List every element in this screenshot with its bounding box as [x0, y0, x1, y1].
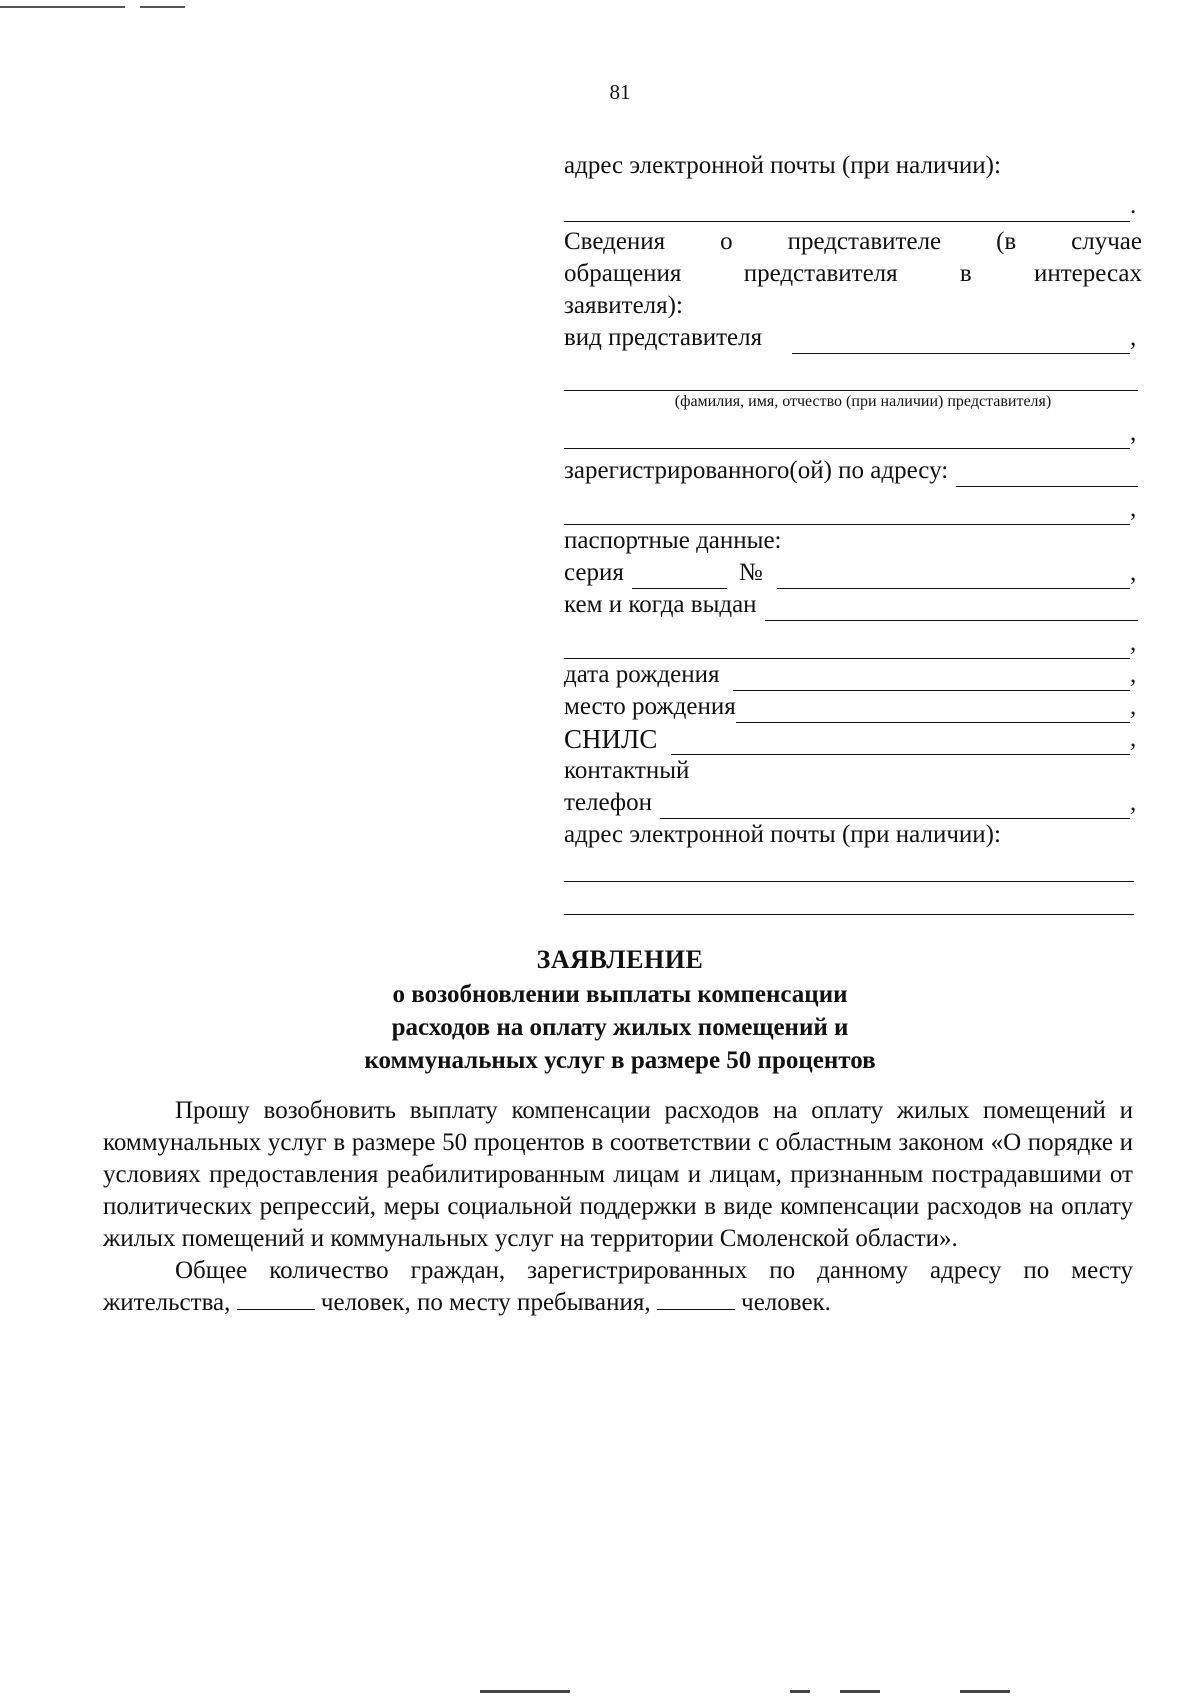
- form-fields-block: [564, 150, 1142, 915]
- passport-issued-cont-row: [564, 627, 1142, 659]
- statement-paragraph-2: [103, 1255, 1133, 1319]
- statement-title: ЗАЯВЛЕНИЕ: [536, 945, 704, 974]
- scan-artifact-line: [960, 1690, 1010, 1693]
- passport-issued-field-cont[interactable]: [564, 634, 1130, 659]
- phone-label-line-2: телефон: [564, 789, 652, 816]
- statement-body: [103, 1095, 1133, 1319]
- statement-title-block: [0, 942, 1200, 1077]
- passport-series-label: серия: [564, 559, 624, 586]
- phone-label-line-1: контактный: [564, 757, 690, 784]
- representative-type-row: [564, 322, 1142, 354]
- passport-number-label: №: [738, 559, 763, 586]
- comma-mark: ,: [1130, 629, 1137, 656]
- birth-date-row: [564, 659, 1142, 691]
- applicant-email-label: адрес электронной почты (при наличии):: [564, 152, 1001, 179]
- passport-series-field[interactable]: [632, 564, 727, 589]
- comma-mark: ,: [1130, 324, 1137, 351]
- comma-mark: ,: [1130, 725, 1137, 752]
- paragraph-2-part-3: человек.: [741, 1289, 831, 1316]
- statement-paragraph-1: Прошу возобновить выплату компенсации расходов на оплату жилых помещений и коммунальных услуг в размере 50 процентов в соответствии с областным законом «О порядке и условиях предоставления реабилитированным лицам и лицам, признанным пострадавшими от политических репрессий, меры социальной поддержки в виде компенсации расходов на оплату жилых помещений и коммунальных услуг на территории Смоленской области».: [103, 1097, 1133, 1252]
- representative-email-label: адрес электронной почты (при наличии):: [564, 821, 1001, 848]
- passport-label: паспортные данные:: [564, 527, 782, 554]
- representative-intro-line-3: заявителя):: [564, 292, 683, 319]
- comma-mark: ,: [1130, 495, 1137, 522]
- representative-intro-line-1: Сведения о представителе (в случае: [564, 228, 1142, 255]
- representative-type-field[interactable]: [792, 329, 1130, 354]
- statement-subtitle-1: о возобновлении выплаты компенсации: [392, 981, 848, 1008]
- registered-address-field[interactable]: [956, 462, 1138, 487]
- registered-address-cont-row: [564, 493, 1142, 525]
- comma-mark: ,: [1130, 789, 1137, 816]
- representative-name-field-cont[interactable]: [564, 424, 1130, 449]
- page-number: 81: [609, 80, 631, 104]
- residence-count-field[interactable]: [237, 1287, 315, 1310]
- applicant-email-fill-row: [564, 190, 1142, 222]
- stay-count-field[interactable]: [657, 1287, 735, 1310]
- representative-name-caption: (фамилия, имя, отчество (при наличии) представителя): [674, 393, 1052, 410]
- comma-mark: ,: [1130, 661, 1137, 688]
- statement-subtitle-3: коммунальных услуг в размере 50 процентов: [364, 1047, 876, 1074]
- snils-row: [564, 723, 1142, 755]
- registered-address-field-cont[interactable]: [564, 500, 1130, 525]
- comma-mark: ,: [1130, 693, 1137, 720]
- registered-address-label: зарегистрированного(ой) по адресу:: [564, 457, 949, 484]
- representative-intro-line-2: обращения представителя в интересах: [564, 260, 1142, 287]
- applicant-email-row: [564, 150, 1142, 182]
- snils-field[interactable]: [671, 730, 1130, 755]
- statement-subtitle-2: расходов на оплату жилых помещений и: [391, 1014, 849, 1041]
- scan-artifact-line: [790, 1690, 810, 1693]
- passport-issued-row: [564, 589, 1142, 621]
- passport-issued-field[interactable]: [765, 596, 1138, 621]
- comma-mark: ,: [1130, 559, 1137, 586]
- representative-email-field[interactable]: [564, 857, 1134, 882]
- birth-place-row: [564, 691, 1142, 723]
- comma-mark: ,: [1130, 419, 1137, 446]
- scan-artifact-line: [140, 6, 185, 8]
- birth-place-field[interactable]: [736, 698, 1130, 723]
- registered-address-row: [564, 455, 1142, 487]
- paragraph-2-part-2: человек, по месту пребывания,: [320, 1289, 651, 1316]
- scan-artifact-line: [0, 6, 125, 8]
- snils-label: СНИЛС: [564, 724, 658, 754]
- birth-place-label: место рождения: [564, 693, 736, 720]
- representative-email-field-cont[interactable]: [564, 890, 1134, 915]
- birth-date-label: дата рождения: [564, 661, 720, 688]
- phone-row: [564, 787, 1142, 819]
- representative-name-cont-row: [564, 417, 1142, 449]
- passport-number-field[interactable]: [777, 564, 1130, 589]
- paragraph-2-part-1: Общее количество граждан, зарегистрированных по данному адресу по месту жительства,: [103, 1257, 1133, 1316]
- phone-field[interactable]: [660, 794, 1130, 819]
- passport-issued-label: кем и когда выдан: [564, 591, 757, 618]
- scan-artifact-line: [480, 1690, 570, 1693]
- passport-series-row: [564, 557, 1142, 589]
- scan-artifact-line: [840, 1690, 880, 1693]
- representative-name-field[interactable]: [564, 366, 1138, 391]
- birth-date-field[interactable]: [733, 666, 1130, 691]
- representative-type-label: вид представителя: [564, 324, 763, 351]
- applicant-email-field[interactable]: [564, 197, 1130, 222]
- period-mark: .: [1130, 192, 1137, 219]
